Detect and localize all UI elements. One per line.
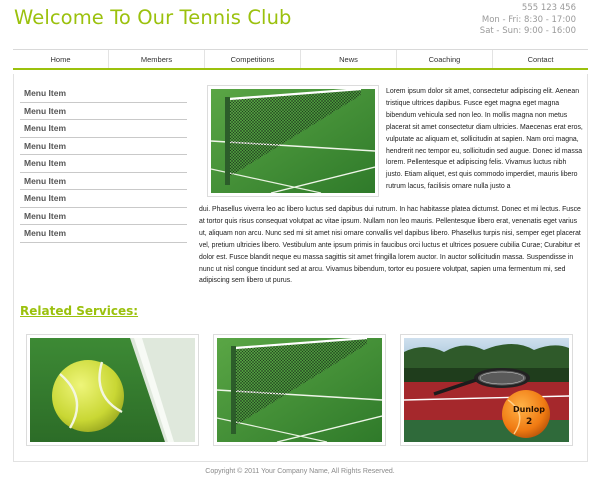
service-image-tennis-ball[interactable] — [26, 334, 199, 446]
footer-copyright: Copyright © 2011 Your Company Name, All Rights Reserved. — [205, 468, 395, 475]
phone-number: 555 123 456 — [521, 3, 576, 13]
weekend-hours: Sat - Sun: 9:00 - 16:00 — [479, 26, 576, 36]
sidebar-menu-item[interactable]: Menu Item — [20, 103, 187, 121]
service-image-racket-and-ball[interactable] — [400, 334, 573, 446]
content-image-tennis-net — [207, 85, 379, 197]
ball-brand-label: Dunlop — [513, 405, 545, 414]
tennis-ball-illustration — [30, 338, 195, 442]
related-services-heading: Related Services: — [20, 304, 139, 318]
content-text-full: dui. Phasellus viverra leo ac libero luctus sed dapibus dui rutrum. In hac habitasse platea dictumst. Donec et mi lectus. Fusce at tortor quis risus consequat volutpat ac vitae ipsum. Nullam non leo mauris. Pellentesque libero erat, venenatis eget varius ut, aliquam non arcu. Nunc sed mi sit amet nisi ornare convallis vel dapibus libero. Phasellus turpis nisi, semper eget placerat vel, pretium ultricies libero. Vestibulum ante ipsum primis in faucibus orci luctus et ultrices posuere cubilia Curae; Curabitur et dolor est. Fusce blandit neque eu massa sagittis sit amet fringilla lorem auctor. In auctor sollicitudin massa. Suspendisse in nunc ut nisl congue tincidunt sed at arcu. Vivamus bibendum, tortor eu posuere volutpat, sapien urna fermentum mi, sed adipiscing sem libero ut purus. — [199, 206, 581, 285]
main-nav — [13, 49, 588, 70]
sidebar-menu-item[interactable]: Menu Item — [20, 190, 187, 208]
weekday-hours: Mon - Fri: 8:30 - 17:00 — [481, 14, 576, 25]
header — [0, 0, 600, 48]
content-text-right: Lorem ipsum dolor sit amet, consectetur adipiscing elit. Aenean tristique ultrices dapibus. Fusce eget magna eget magna bibendum vehicula sed non leo. In mollis magna non metus placerat sit amet consectetur diam ultricies. Maecenas erat eros, vulputate ac aliquam et, sollicitudin at sapien. Nam orci magna, hendrerit nec tempor eu, sollicitudin sed augue. Donec id massa lorem. Pellentesque et adipiscing felis. Vivamus luctus nibh justo. Etiam aliquet, est quis commodo imperdiet, mauris libero rutrum lacus, facilisis ornare nulla justo a — [386, 88, 583, 191]
sidebar-menu-item[interactable]: Menu Item — [20, 173, 187, 191]
racket-and-ball-illustration — [404, 338, 569, 442]
ball-number-label: 2 — [526, 417, 533, 427]
nav-news[interactable]: News — [301, 50, 397, 68]
site-title: Welcome To Our Tennis Club — [14, 6, 292, 29]
sidebar-menu-item[interactable]: Menu Item — [20, 225, 187, 243]
contact-info — [480, 3, 576, 38]
nav-coaching[interactable]: Coaching — [397, 50, 493, 68]
sidebar-menu-item[interactable]: Menu Item — [20, 138, 187, 156]
tennis-net-illustration — [217, 338, 382, 442]
service-image-tennis-net[interactable] — [213, 334, 386, 446]
tennis-net-illustration — [211, 89, 375, 193]
sidebar-menu-item[interactable]: Menu Item — [20, 85, 187, 103]
sidebar-menu-item[interactable]: Menu Item — [20, 120, 187, 138]
sidebar-menu-item[interactable]: Menu Item — [20, 208, 187, 226]
nav-contact[interactable]: Contact — [527, 55, 554, 64]
nav-competitions[interactable]: Competitions — [205, 50, 301, 68]
nav-home[interactable]: Home — [13, 50, 109, 68]
sidebar-menu-item[interactable]: Menu Item — [20, 155, 187, 173]
nav-members[interactable]: Members — [109, 50, 205, 68]
sidebar-menu — [20, 85, 187, 243]
